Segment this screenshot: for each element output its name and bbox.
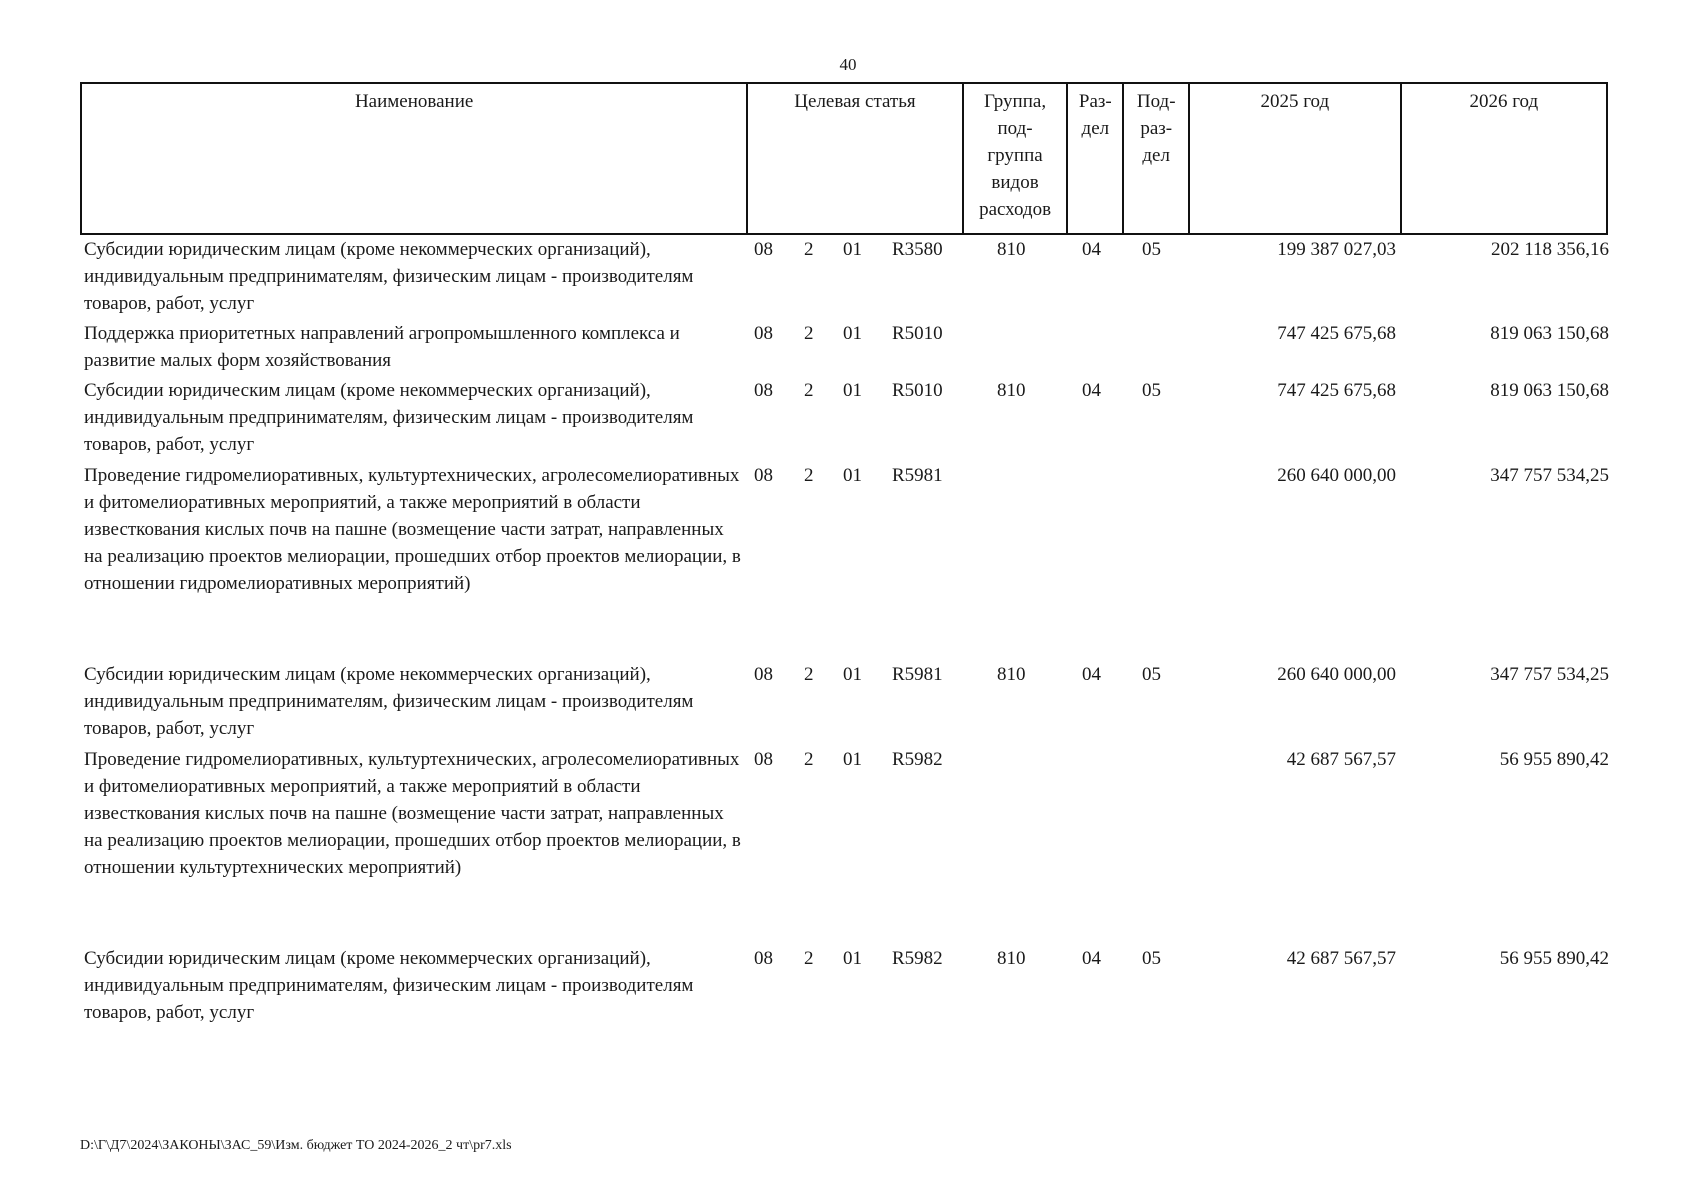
row-code-direction: R5010 xyxy=(892,380,943,401)
header-group-line: расходов xyxy=(979,199,1052,220)
row-podrazdel: 05 xyxy=(1142,239,1161,260)
header-expense-group xyxy=(964,84,1069,233)
header-group-line: под- xyxy=(997,118,1033,139)
row-code-event: 01 xyxy=(843,948,862,969)
row-code-event: 01 xyxy=(843,465,862,486)
row-code-subprogram: 2 xyxy=(804,948,814,969)
row-amount-2025: 260 640 000,00 xyxy=(1277,664,1396,685)
row-name: Субсидии юридическим лицам (кроме некоммерческих организаций), индивидуальным предпринимателям, физическим лицам - производителям товаров, работ, услуг xyxy=(84,948,694,1023)
row-code-direction: R5982 xyxy=(892,749,943,770)
row-code-event: 01 xyxy=(843,749,862,770)
row-code-event: 01 xyxy=(843,239,862,260)
header-year-2026: 2026 год xyxy=(1469,91,1539,112)
row-amount-2026: 56 955 890,42 xyxy=(1499,749,1609,770)
row-podrazdel: 05 xyxy=(1142,948,1161,969)
row-code-subprogram: 2 xyxy=(804,239,814,260)
row-name: Субсидии юридическим лицам (кроме некоммерческих организаций), индивидуальным предпринимателям, физическим лицам - производителям товаров, работ, услуг xyxy=(84,664,694,739)
header-target-article: Целевая статья xyxy=(748,84,963,233)
row-amount-2026: 347 757 534,25 xyxy=(1490,664,1609,685)
file-path-footer: D:\Г\Д7\2024\ЗАКОНЫ\ЗАС_59\Изм. бюджет ТО 2024-2026_2 чт\pr7.xls xyxy=(80,1138,512,1153)
row-code-program: 08 xyxy=(754,664,773,685)
row-code-direction: R5010 xyxy=(892,323,943,344)
row-code-subprogram: 2 xyxy=(804,465,814,486)
row-expense-group: 810 xyxy=(997,239,1026,260)
row-amount-2026: 202 118 356,16 xyxy=(1490,239,1609,260)
row-name: Субсидии юридическим лицам (кроме некоммерческих организаций), индивидуальным предпринимателям, физическим лицам - производителям товаров, работ, услуг xyxy=(84,239,694,314)
row-code-program: 08 xyxy=(754,465,773,486)
row-amount-2025: 260 640 000,00 xyxy=(1277,465,1396,486)
row-code-direction: R3580 xyxy=(892,239,943,260)
row-code-program: 08 xyxy=(754,948,773,969)
row-code-subprogram: 2 xyxy=(804,664,814,685)
row-code-subprogram: 2 xyxy=(804,749,814,770)
header-razdel xyxy=(1068,84,1124,233)
row-code-event: 01 xyxy=(843,664,862,685)
row-amount-2025: 42 687 567,57 xyxy=(1286,749,1396,770)
header-razdel-line: Раз- xyxy=(1078,91,1112,112)
row-amount-2025: 747 425 675,68 xyxy=(1277,380,1396,401)
page-number: 40 xyxy=(839,55,857,74)
header-group-line: видов xyxy=(991,172,1039,193)
row-razdel: 04 xyxy=(1082,664,1101,685)
row-code-program: 08 xyxy=(754,239,773,260)
row-code-program: 08 xyxy=(754,749,773,770)
row-razdel: 04 xyxy=(1082,380,1101,401)
row-podrazdel: 05 xyxy=(1142,380,1161,401)
header-podrazdel xyxy=(1124,84,1190,233)
header-group-line: Группа, xyxy=(984,91,1047,112)
header-year-2025: 2025 год xyxy=(1190,84,1401,233)
header-podrazdel-line: раз- xyxy=(1140,118,1173,139)
header-group-line: группа xyxy=(987,145,1043,166)
row-razdel: 04 xyxy=(1082,239,1101,260)
row-amount-2025: 199 387 027,03 xyxy=(1277,239,1396,260)
row-razdel: 04 xyxy=(1082,948,1101,969)
row-expense-group: 810 xyxy=(997,664,1026,685)
row-amount-2026: 819 063 150,68 xyxy=(1490,323,1609,344)
row-amount-2025: 42 687 567,57 xyxy=(1286,948,1396,969)
row-name: Поддержка приоритетных направлений агропромышленного комплекса и развитие малых форм хозяйствования xyxy=(84,323,680,371)
row-code-program: 08 xyxy=(754,380,773,401)
row-code-event: 01 xyxy=(843,380,862,401)
header-razdel-line: дел xyxy=(1081,118,1110,139)
header-podrazdel-line: Под- xyxy=(1136,91,1176,112)
row-name: Проведение гидромелиоративных, культуртехнических, агролесомелиоративных и фитомелиоративных мероприятий, а также мероприятий в области известкования кислых почв на пашне (возмещение части затрат, направленных на реализацию проектов мелиорации, прошедших отбор проектов мелиорации, в отношении культуртехнических мероприятий) xyxy=(84,749,741,878)
row-code-subprogram: 2 xyxy=(804,323,814,344)
table-header xyxy=(80,82,1608,235)
header-podrazdel-line: дел xyxy=(1142,145,1170,166)
row-amount-2026: 56 955 890,42 xyxy=(1499,948,1609,969)
row-amount-2026: 819 063 150,68 xyxy=(1490,380,1609,401)
row-code-direction: R5982 xyxy=(892,948,943,969)
row-expense-group: 810 xyxy=(997,948,1026,969)
row-code-program: 08 xyxy=(754,323,773,344)
row-name: Проведение гидромелиоративных, культуртехнических, агролесомелиоративных и фитомелиоративных мероприятий, а также мероприятий в области известкования кислых почв на пашне (возмещение части затрат, направленных на реализацию проектов мелиорации, прошедших отбор проектов мелиорации, в отношении гидромелиоративных мероприятий) xyxy=(84,465,741,594)
row-amount-2025: 747 425 675,68 xyxy=(1277,323,1396,344)
row-name: Субсидии юридическим лицам (кроме некоммерческих организаций), индивидуальным предпринимателям, физическим лицам - производителям товаров, работ, услуг xyxy=(84,380,694,455)
row-code-direction: R5981 xyxy=(892,664,943,685)
header-name: Наименование xyxy=(82,84,748,233)
row-code-subprogram: 2 xyxy=(804,380,814,401)
row-expense-group: 810 xyxy=(997,380,1026,401)
row-code-direction: R5981 xyxy=(892,465,943,486)
row-amount-2026: 347 757 534,25 xyxy=(1490,465,1609,486)
row-podrazdel: 05 xyxy=(1142,664,1161,685)
row-code-event: 01 xyxy=(843,323,862,344)
